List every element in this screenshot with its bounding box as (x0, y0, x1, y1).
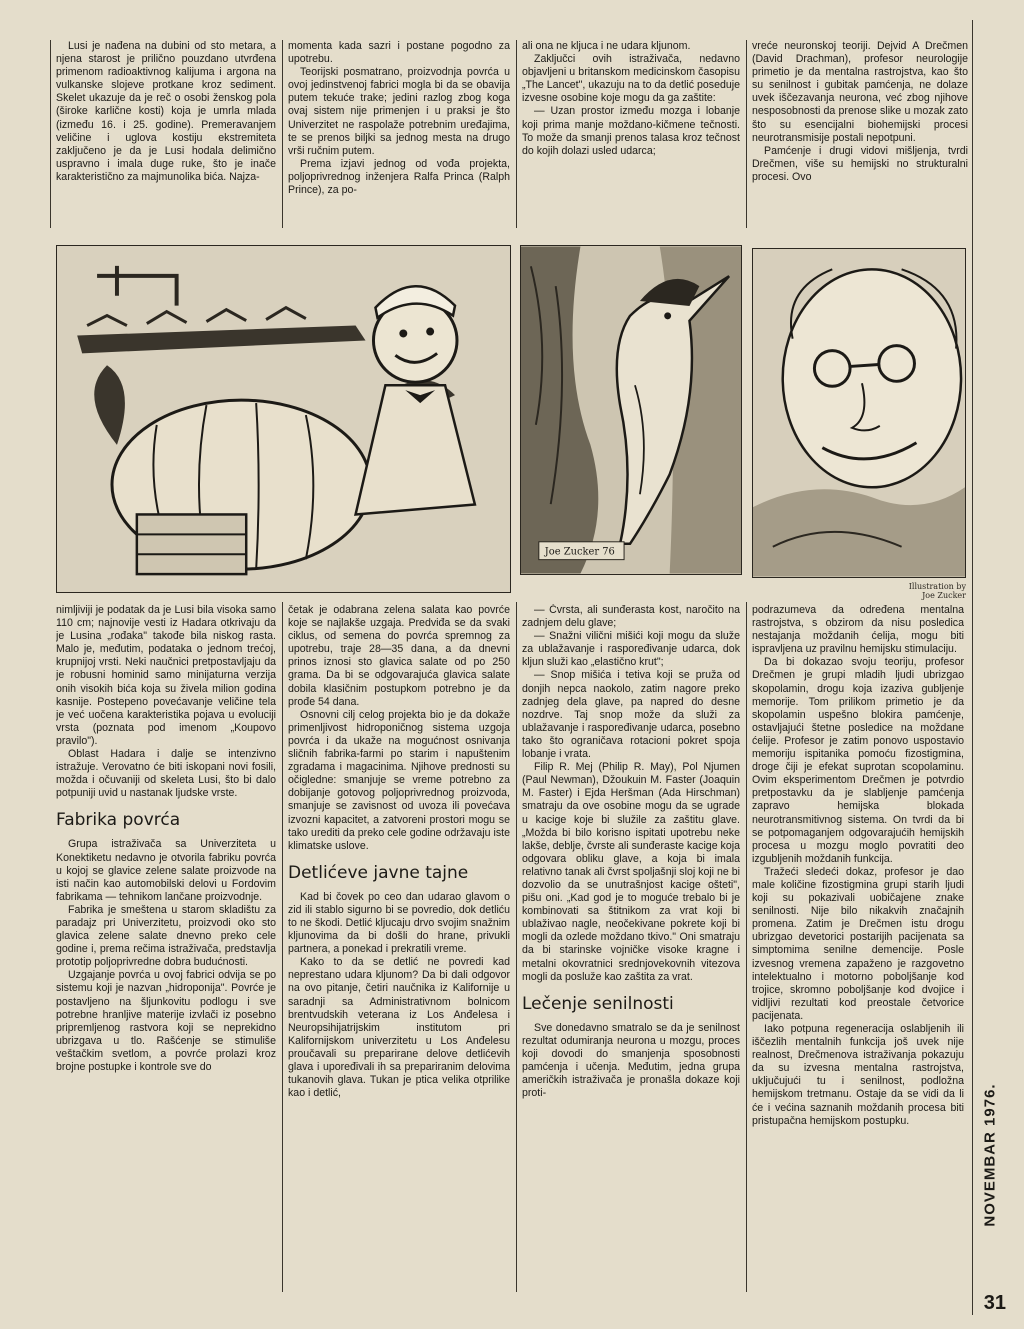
section-heading: Fabrika povrća (56, 810, 181, 831)
paragraph: Filip R. Mej (Philip R. May), Pol Njumen (Paul Newman), Džoukuin M. Faster (Joaquin M. Faster) i Ejda Heršman (Ada Hirschman) smatraju da ove osobine mogu da se ugrade u kacige koje bi služile za zaštitu glave. „Možda bi bilo korisno ispitati upotrebu neke lakše, deblje, čvrste ali sunđeraste kacige koja odgovara obliku glave, a koja bi imala relativno tanak ali čvrst spoljašnji sloj koji ne bi dozvolio da se unutrašnjost kacige ošteti", pišu oni. „Kad god je to moguće trebalo bi je kombinovati sa štitnikom za vrat koji bi ublaživao nagle, neočekivane pokrete koji bi mogli da ozlede moždano tkivo." Oni smatraju da bi starinske vojničke visoke kragne i metalni okovratnici srednjovekovnih vitezova mogli da posluže kao zaštita za vrat. (522, 761, 740, 983)
paragraph: Teorijski posmatrano, proizvodnja povrća u ovoj jedinstvenoj fabrici mogla bi da se obavija putem tekuće trake; jedini razlog zbog koga ovaj sistem nije primenjen i u praksi je što Univerzitet ne raspolaže potrebnim uređajima, te se prenos biljki sa jednog mesta na drugo vrši ručnim putem. (288, 66, 510, 157)
paragraph: Sve donedavno smatralo se da je senilnost rezultat odumiranja neurona u mozgu, proces koji dovodi do smanjenja sposobnosti pamćenja i učenja. Međutim, jedna grupa američkih istraživača je pronašla dokaze koji proti- (522, 1021, 740, 1100)
column-rule-3 (516, 40, 517, 228)
artist-signature: Joe Zucker 76 (544, 546, 615, 558)
paragraph: Fabrika je smeštena u starom skladištu za paradajz pri Univerzitetu, proizvodi oko sto glavica zelene salate dnevno preko cele godine i, prema rečima istraživača, predstavlja prototip poljoprivredne dobra budućnosti. (56, 903, 276, 969)
column-rule-5 (282, 602, 283, 1292)
paragraph: Kad bi čovek po ceo dan udarao glavom o zid ili stablo sigurno bi se povredio, dok detliću to ne škodi. Detlić kljucaju drvo svojim snažnim kljunovima da bi došli do hrane, privukli partnera, a ponekad i prekratili vreme. (288, 890, 510, 956)
paragraph: — Snop mišića i tetiva koji se pruža od donjih nepca naokolo, zatim nagore preko zadnjeg dela glave, pa napred do desne nozdrve. Taj snop može da služi za ublažavanje i raspoređivanje udarca, posebno tako što ograničava rotacioni pokret spoja lobanje i vrata. (522, 669, 740, 761)
paragraph: Lusi je nađena na dubini od sto metara, a njena starost je prilično pouzdano utvrđena primenom radioaktivnog kalijuma i argona na vulkanske slojeve protkane kroz sediment. Skelet ukazuje da je reč o osobi ženskog pola (široke karlične kosti) koja je umrla mlada (između 16. i 25. godine). Premeravanjem veličine i uglova kostiju ekstremiteta zaključeno je da je Lusi hodala delimično uspravno i imala duge ruke, što je inače karakteristično za majmunolika bića. Najza- (56, 40, 276, 183)
paragraph: Iako potpuna regeneracija oslabljenih ili iščezlih mentalnih funkcija još uvek nije realnost, Drečmenova istraživanja pokazuju da su izvesna mentalna rastrojstva, uključujući tu i senilnost, podložna hemijskom tretmanu. Ostaje da se vidi da li će i većina saznanih moždanih procesa biti pristupačna hemijskom postupku. (752, 1023, 964, 1127)
paragraph: Pamćenje i drugi vidovi mišljenja, tvrdi Drečmen, više su hemijski no strukturalni procesi. Ovo (752, 144, 968, 183)
paragraph: Zaključci ovih istraživača, nedavno objavljeni u britanskom medicinskom časopisu „The Lancet", ukazuju na to da detlić poseduje izvesne osobine koje mogu da ga zaštite: (522, 53, 740, 105)
woodpecker-drawing (521, 246, 741, 574)
old-man-drawing (753, 249, 965, 577)
page-number: 31 (983, 1292, 1006, 1314)
paragraph: vreće neuronskoj teoriji. Dejvid A Drečmen (David Drachman), profesor neurologije primetio je da mentalna rastrojstva, kao što su senilnost i gubitak pamćenja, ne dolaze uvek iščezavanja neurona, već zbog njihove nesposobnosti da prenose slike u mozak zato što su esencijalni biohemijski procesi neurotransmisije postali nepotpuni. (752, 40, 968, 144)
paragraph: Kako to da se detlić ne povredi kad neprestano udara kljunom? Da bi dali odgovor na ovo pitanje, četiri naučnika iz Kalifornije u saradnji sa Administrativnom bolnicom brentvudskih veterana iz Los Anđelesa i Neuropsihijatrijskim institutom pri Kalifornijskom univerzitetu u Los Anđelesu proučavali su preparirane delove detlićevih glava i upoređivali ih sa prepariranim delovima tukanovih glava. Tukan je ptica velika otprilike kao i detlić, (288, 956, 510, 1100)
bottom-column-3 (522, 604, 740, 1292)
credit-artist: Joe Zucker (922, 591, 966, 600)
column-rule-1 (50, 40, 51, 228)
paragraph: — Čvrsta, ali sunđerasta kost, naročito na zadnjem delu glave; (522, 604, 740, 630)
pumpkin-factory-drawing (57, 246, 510, 592)
paragraph: podrazumeva da određena mentalna rastrojstva, s obzirom da nisu posledica nestajanja moždanih ćelija, mogu biti ispravljena uz pravilnu hemijsku stimulaciju. (752, 604, 964, 656)
woodpecker-illustration (520, 245, 742, 575)
top-column-4 (752, 40, 968, 228)
paragraph: Oblast Hadara i dalje se intenzivno istražuje. Verovatno će biti iskopani novi fosili, možda i očuvaniji od skeleta Lusi, što bi dalo potpuniji uvid u nastanak ljudske vrste. (56, 748, 276, 800)
paragraph: četak je odabrana zelena salata kao povrće koje se najlakše uzgaja. Predviđa se da svaki ciklus, od semena do povrća spremnog za upotrebu, traje 28—35 dana, a da dnevni prinos iznosi sto glavica salate od po 250 grama. Da bi se odgovarajuća glavica salate dobila klasičnim postupkom potrebno je da prođe 54 dana. (288, 604, 510, 708)
section-heading: Detlićeve javne tajne (288, 862, 469, 883)
paragraph: — Snažni vilični mišići koji mogu da služe za ublažavanje i raspoređivanje udarca, dok kljun služi kao „elastično krut"; (522, 630, 740, 669)
bottom-column-1 (56, 604, 276, 1292)
paragraph: Osnovni cilj celog projekta bio je da dokaže primenljivost hidroponičnog sistema uzgoja povrća i da ukaže na mogućnost osnivanja sličnih fabrika-farmi po starim i napuštenim zgradama i magacinima. Njihove prednosti su očigledne: smanjuje se vreme potrebno za dobijanje gotovog poljoprivrednog proizvoda, smanjuje se zavisnost od uvoza ili povećava izvozni kapacitet, a zatvoreni prostori mogu se tako urediti da preko cele godine održavaju iste klimatske uslove. (288, 708, 510, 852)
bottom-column-4 (752, 604, 964, 1292)
top-column-3 (522, 40, 740, 228)
top-column-1 (56, 40, 276, 228)
illustration-credit (850, 582, 966, 602)
paragraph: ali ona ne kljuca i ne udara kljunom. (522, 40, 691, 52)
paragraph: nimljiviji je podatak da je Lusi bila visoka samo 110 cm; najnovije vesti iz Hadara otkrivaju da je Lusina „rođaka" takođe bila niskog rasta. Malo je, međutim, podataka o jednom trećoj, krupnijoj vrsti. Neki naučnici pretpostavljaju da je robusni hominid samo minijaturna verzija onih visokih bića koja su živela milion godina kasnije. Postepeno povećavanje veličine tela je već uočena karakteristika pojava u evoluciji vrsta (poznata pod imenom „Koupovo pravilo"). (56, 604, 276, 747)
paragraph: — Uzan prostor između mozga i lobanje koji prima manje moždano-kičmene tečnosti. To može da smanji prenos talasa kroz tečnost do kojih dolazi usled udarca; (522, 105, 740, 157)
credit-label: Illustration by (908, 582, 966, 591)
bottom-column-2 (288, 604, 510, 1292)
column-rule-4 (746, 40, 747, 228)
column-rule-2 (282, 40, 283, 228)
issue-date: NOVEMBAR 1976. (981, 1083, 999, 1227)
column-rule-6 (516, 602, 517, 1292)
old-man-illustration (752, 248, 966, 578)
paragraph: Tražeći sledeći dokaz, profesor je dao male količine fizostigmina grupi starih ljudi koji su pokazivali uobičajene znake senilnosti. Nije bilo nikakvih značajnih promena. Zatim je Drečmen istu drogu ubrizgao devetorici postarijih pacijenata sa simptomima senilne demencije. Posle izvesnog vremena zapaženo je razgovetno intelektualno i motorno poboljšanje kod trojice, skromno poboljšanje kod dvojice i vidljivi rezultati kod preostale četvorice pacijenata. (752, 865, 964, 1022)
section-heading: Lečenje senilnosti (522, 993, 674, 1014)
paragraph: Grupa istraživača sa Univerziteta u Konektiketu nedavno je otvorila fabriku povrća u kojoj se glavice zelene salate proizvode na isti način kao automobilski delovi u Fordovim fabrikama — tehnikom lančane proizvodnje. (56, 838, 276, 903)
paragraph: Uzgajanje povrća u ovoj fabrici odvija se po sistemu koji je nazvan „hidroponija". Povrće je postavljeno na šljunkovitu podlogu i sve potrebne hranljive materije izvlači iz posebno pripremljenog rastvora koji se neprekidno ubrizgava u tlo. Rašćenje se stimuliše veštačkim svetlom, a povrće prolazi kroz brojne postupke i kontrole sve do (56, 969, 276, 1073)
paragraph: Da bi dokazao svoju teoriju, profesor Drečmen je grupi mladih ljudi ubrizgao skopolamin, drogu koja izaziva gubljenje memorije. Tom prilikom primetio je da skopolamin uspešno blokira pamćenje, ostavljajući štetne posledice na moždane ćelije. Profesor je zatim ponovo uspostavio memoriju ispitanika pomoću fizostigmina, droge čiji je efekat suprotan scopolaminu. Ovim eksperimentom Drečmen je potvrdio pretpostavku da je slabljenje pamćenja zapravo hemijska blokada neurotransmitivnog sistema. On tvrdi da bi se potpomaganjem odgovarajućih hemijskih procesa u mozgu moglo povratiti deo izgubljenih moždanih funkcija. (752, 656, 964, 865)
issue-date-margin (970, 1040, 1010, 1270)
pumpkin-factory-illustration (56, 245, 511, 593)
column-rule-7 (746, 602, 747, 1292)
paragraph: momenta kada sazri i postane pogodno za upotrebu. (288, 40, 510, 66)
paragraph: Prema izjavi jednog od vođa projekta, poljoprivrednog inženjera Ralfa Princa (Ralph Prince), za po- (288, 157, 510, 197)
top-column-2 (288, 40, 510, 228)
